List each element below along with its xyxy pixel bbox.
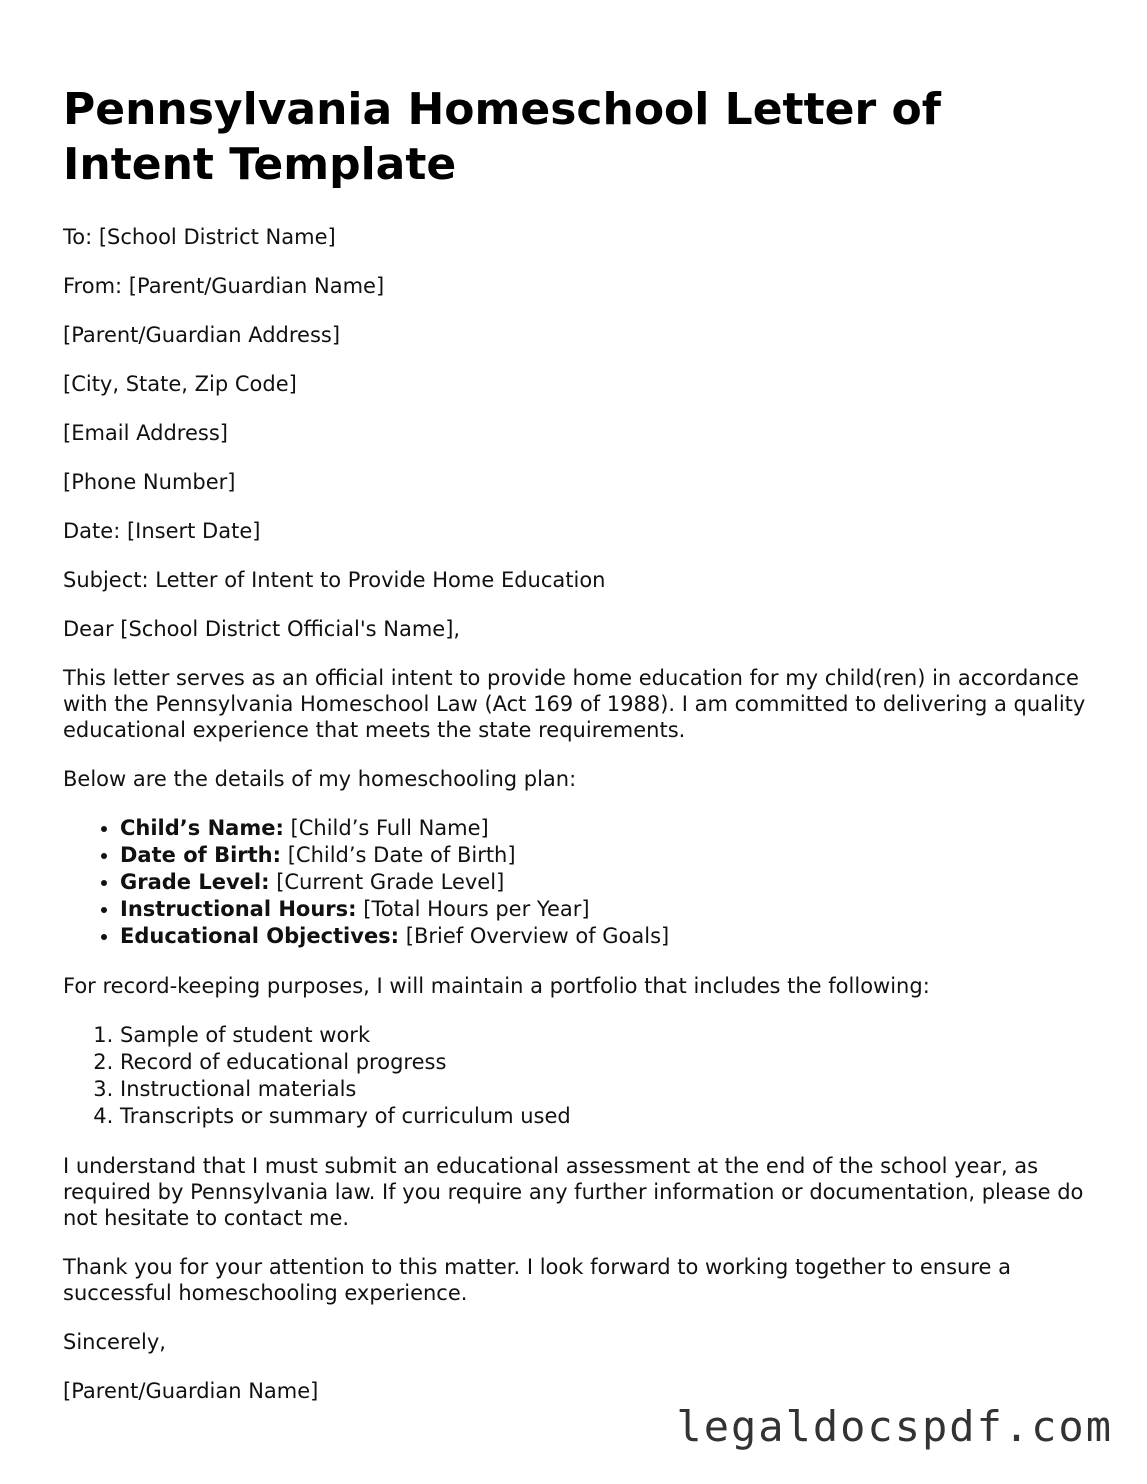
list-item: 4. Transcripts or summary of curriculum used — [120, 1103, 1093, 1130]
list-item — [120, 842, 1093, 869]
date-line: Date: [Insert Date] — [63, 519, 261, 543]
detail-value: [Total Hours per Year] — [356, 897, 590, 921]
detail-label: Grade Level: — [120, 870, 270, 894]
city-state-zip-line: [City, State, Zip Code] — [63, 372, 297, 396]
to-line: To: [School District Name] — [63, 225, 336, 249]
portfolio-list — [63, 1022, 1093, 1130]
list-item — [120, 815, 1093, 842]
header-block — [63, 224, 1093, 642]
list-item: 3. Instructional materials — [120, 1076, 1093, 1103]
intro-paragraph: This letter serves as an official intent to provide home education for my child(ren) in accordance with the Pennsylvania Homeschool Law (Act 169 of 1988). I am committed to delivering a quality educational experience that meets the state requirements. — [63, 666, 1086, 742]
detail-value: [Child’s Date of Birth] — [281, 843, 516, 867]
letter-page — [63, 82, 1093, 1404]
detail-label: Child’s Name: — [120, 816, 284, 840]
from-line: From: [Parent/Guardian Name] — [63, 274, 385, 298]
list-item — [120, 896, 1093, 923]
detail-value: [Brief Overview of Goals] — [399, 924, 670, 948]
site-watermark: legaldocspdf.com — [676, 1402, 1113, 1451]
subject-line: Subject: Letter of Intent to Provide Home Education — [63, 568, 606, 592]
phone-line: [Phone Number] — [63, 470, 236, 494]
detail-label: Date of Birth: — [120, 843, 282, 867]
address-line: [Parent/Guardian Address] — [63, 323, 341, 347]
detail-label: Educational Objectives: — [120, 924, 400, 948]
portfolio-intro: For record-keeping purposes, I will maintain a portfolio that includes the following: — [63, 974, 930, 998]
assessment-paragraph: I understand that I must submit an educational assessment at the end of the school year, as required by Pennsylvania law. If you require any further information or documentation, please do not hesitate to contact me. — [63, 1154, 1084, 1230]
list-item — [120, 923, 1093, 950]
email-line: [Email Address] — [63, 421, 228, 445]
closing: Sincerely, — [63, 1330, 166, 1354]
salutation: Dear [School District Official's Name], — [63, 617, 461, 641]
signature-line: [Parent/Guardian Name] — [63, 1379, 319, 1403]
list-item: 2. Record of educational progress — [120, 1049, 1093, 1076]
detail-label: Instructional Hours: — [120, 897, 357, 921]
list-item — [120, 869, 1093, 896]
list-item: 1. Sample of student work — [120, 1022, 1093, 1049]
detail-value: [Child’s Full Name] — [283, 816, 489, 840]
thanks-paragraph: Thank you for your attention to this matter. I look forward to working together to ensure a successful homeschooling experience. — [63, 1255, 1011, 1305]
document-title: Pennsylvania Homeschool Letter of Intent Template — [63, 84, 941, 190]
detail-value: [Current Grade Level] — [269, 870, 505, 894]
details-list — [63, 815, 1093, 950]
details-intro: Below are the details of my homeschooling plan: — [63, 767, 577, 791]
